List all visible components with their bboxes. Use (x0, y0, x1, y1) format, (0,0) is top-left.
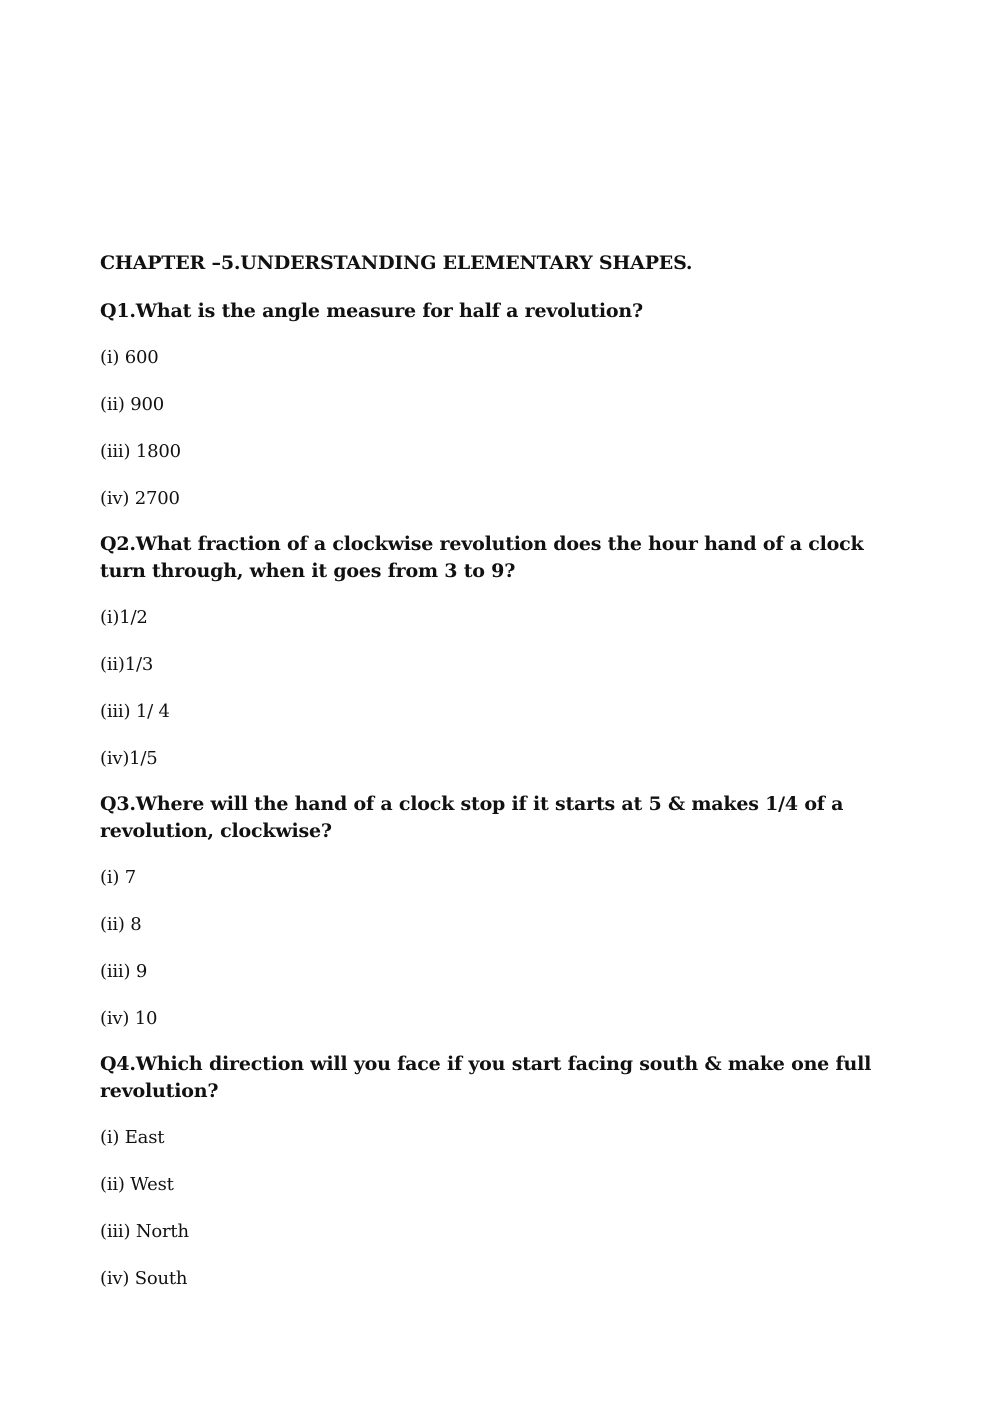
option-ii: (ii) 900 (100, 394, 165, 415)
question-4 (100, 1051, 900, 1291)
option-iv: (iv)1/5 (100, 748, 158, 769)
option-iii: (iii) 9 (100, 961, 148, 982)
option-i: (i) East (100, 1127, 165, 1148)
question-2 (100, 531, 900, 771)
option-ii: (ii)1/3 (100, 654, 154, 675)
question-1 (100, 298, 900, 511)
option-ii: (ii) 8 (100, 914, 142, 935)
option-i: (i)1/2 (100, 607, 148, 628)
document-page (100, 250, 900, 1311)
option-i: (i) 600 (100, 347, 159, 368)
option-iii: (iii) North (100, 1221, 189, 1242)
option-iv: (iv) 10 (100, 1008, 158, 1029)
option-iii: (iii) 1/ 4 (100, 701, 170, 722)
option-i: (i) 7 (100, 867, 136, 888)
option-iii: (iii) 1800 (100, 441, 181, 462)
question-text: Q2.What fraction of a clockwise revolution does the hour hand of a clock turn through, when it goes from 3 to 9? (100, 533, 864, 582)
chapter-title: CHAPTER –5.UNDERSTANDING ELEMENTARY SHAPES. (100, 252, 693, 274)
question-text: Q3.Where will the hand of a clock stop if it starts at 5 & makes 1/4 of a revolution, clockwise? (100, 793, 844, 842)
option-iv: (iv) South (100, 1268, 188, 1289)
option-ii: (ii) West (100, 1174, 174, 1195)
option-iv: (iv) 2700 (100, 488, 180, 509)
question-text: Q1.What is the angle measure for half a revolution? (100, 300, 643, 322)
question-3 (100, 791, 900, 1031)
question-text: Q4.Which direction will you face if you start facing south & make one full revolution? (100, 1053, 872, 1102)
